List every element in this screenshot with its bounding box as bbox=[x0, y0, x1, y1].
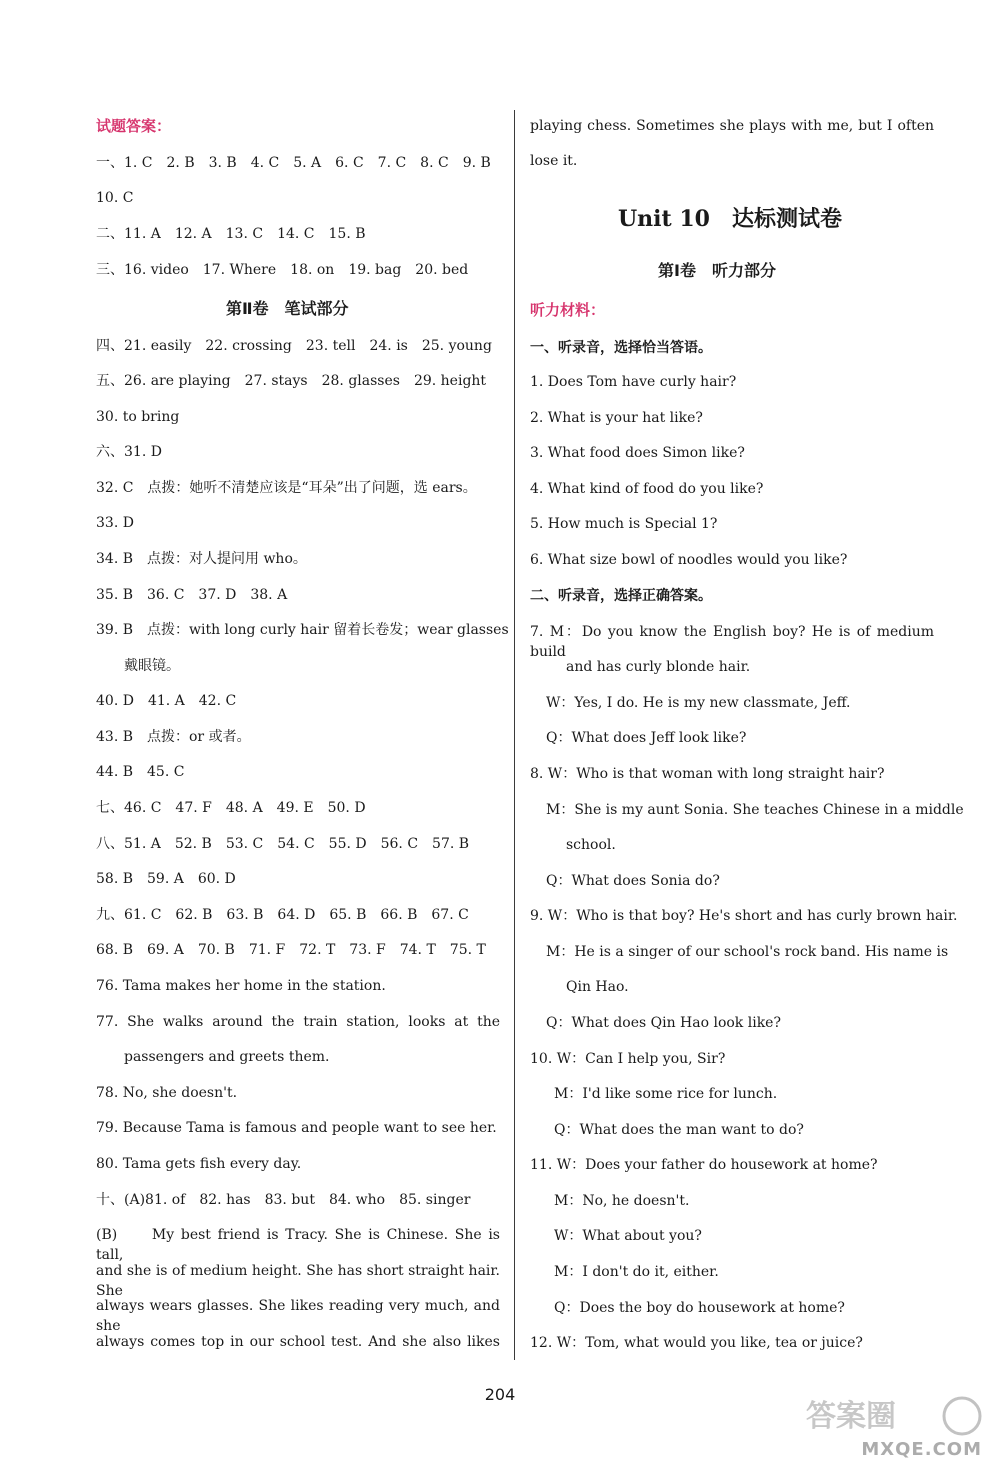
answer-line: 78. No, she doesn't. bbox=[96, 1085, 238, 1101]
listening-heading: 听力材料： bbox=[530, 301, 606, 319]
watermark-logo-text: 答案圈 bbox=[806, 1399, 896, 1434]
answer-line: 一、1. C 2. B 3. B 4. C 5. A 6. C 7. C 8. C 9. B bbox=[96, 155, 491, 171]
question-group-heading: 一、听录音，选择恰当答语。 bbox=[530, 340, 712, 356]
answer-line: 八、51. A 52. B 53. C 54. C 55. D 56. C 57. B bbox=[96, 836, 470, 852]
question-line: 1. Does Tom have curly hair? bbox=[530, 374, 737, 390]
dialogue-line: school. bbox=[566, 837, 616, 853]
column-divider bbox=[514, 110, 515, 1360]
dialogue-line: Q：What does the man want to do? bbox=[554, 1122, 804, 1138]
answer-line: 10. C bbox=[96, 190, 134, 206]
section-title-part1: 第Ⅰ卷 听力部分 bbox=[658, 261, 776, 280]
answer-line: 五、26. are playing 27. stays 28. glasses 29. height bbox=[96, 373, 487, 389]
answer-line: 七、46. C 47. F 48. A 49. E 50. D bbox=[96, 800, 366, 816]
answer-line: 六、31. D bbox=[96, 444, 162, 460]
dialogue-line: Q：What does Qin Hao look like? bbox=[546, 1015, 781, 1031]
dialogue-line: M：I'd like some rice for lunch. bbox=[554, 1086, 778, 1102]
question-line: 3. What food does Simon like? bbox=[530, 445, 745, 461]
dialogue-line: W：Yes, I do. He is my new classmate, Jeff. bbox=[546, 695, 851, 711]
answer-line: 十、(A)81. of 82. has 83. but 84. who 85. singer bbox=[96, 1192, 471, 1208]
question-line: 5. How much is Special 1? bbox=[530, 516, 718, 532]
section-title-part2: 第Ⅱ卷 笔试部分 bbox=[226, 299, 349, 318]
dialogue-line: 11. W：Does your father do housework at home? bbox=[530, 1157, 878, 1173]
essay-line: always comes top in our school test. And she also likes bbox=[96, 1334, 500, 1350]
essay-line: (B) My best friend is Tracy. She is Chinese. She is tall, bbox=[96, 1227, 500, 1263]
answer-line: 四、21. easily 22. crossing 23. tell 24. is 25. young bbox=[96, 338, 492, 354]
answer-line: 32. C 点拨：她听不清楚应该是“耳朵”出了问题，选 ears。 bbox=[96, 480, 477, 496]
answer-line: 79. Because Tama is famous and people want to see her. bbox=[96, 1120, 497, 1136]
answer-line: 33. D bbox=[96, 515, 134, 531]
answer-line: 35. B 36. C 37. D 38. A bbox=[96, 587, 288, 603]
answer-line: 戴眼镜。 bbox=[124, 658, 180, 674]
dialogue-line: Q：What does Sonia do? bbox=[546, 873, 720, 889]
dialogue-line: M：I don't do it, either. bbox=[554, 1264, 719, 1280]
dialogue-line: 8. W：Who is that woman with long straight hair? bbox=[530, 766, 885, 782]
dialogue-line: Q：Does the boy do housework at home? bbox=[554, 1300, 845, 1316]
answer-line: 34. B 点拨：对人提问用 who。 bbox=[96, 551, 307, 567]
question-line: 6. What size bowl of noodles would you like? bbox=[530, 552, 848, 568]
dialogue-line: 7. M：Do you know the English boy? He is of medium build bbox=[530, 624, 934, 660]
answers-heading: 试题答案： bbox=[96, 117, 172, 135]
page-number: 204 bbox=[484, 1385, 516, 1404]
answer-line: 40. D 41. A 42. C bbox=[96, 693, 237, 709]
answer-line: 二、11. A 12. A 13. C 14. C 15. B bbox=[96, 226, 366, 242]
answer-line: 58. B 59. A 60. D bbox=[96, 871, 236, 887]
dialogue-line: W：What about you? bbox=[554, 1228, 702, 1244]
dialogue-line: and has curly blonde hair. bbox=[566, 659, 751, 675]
answer-line: 76. Tama makes her home in the station. bbox=[96, 978, 386, 994]
dialogue-line: Qin Hao. bbox=[566, 979, 629, 995]
watermark-url: MXQE.COM bbox=[861, 1439, 982, 1460]
answer-line: 39. B 点拨：with long curly hair 留着长卷发；wear glasses bbox=[96, 622, 509, 638]
question-group-heading: 二、听录音，选择正确答案。 bbox=[530, 588, 712, 604]
dialogue-line: 10. W：Can I help you, Sir? bbox=[530, 1051, 726, 1067]
answer-line: 77. She walks around the train station, looks at the bbox=[96, 1014, 500, 1030]
dialogue-line: M：No, he doesn't. bbox=[554, 1193, 690, 1209]
answer-line: 九、61. C 62. B 63. B 64. D 65. B 66. B 67. C bbox=[96, 907, 469, 923]
answer-line: 80. Tama gets fish every day. bbox=[96, 1156, 302, 1172]
unit-title: Unit 10 达标测试卷 bbox=[618, 206, 842, 232]
dialogue-line: 9. W：Who is that boy? He's short and has curly brown hair. bbox=[530, 908, 958, 924]
dialogue-line: 12. W：Tom, what would you like, tea or juice? bbox=[530, 1335, 863, 1351]
essay-line: lose it. bbox=[530, 153, 578, 169]
answer-line: 30. to bring bbox=[96, 409, 180, 425]
essay-line: playing chess. Sometimes she plays with me, but I often bbox=[530, 118, 934, 134]
question-line: 4. What kind of food do you like? bbox=[530, 481, 764, 497]
dialogue-line: M：He is a singer of our school's rock band. His name is bbox=[546, 944, 949, 960]
essay-line: and she is of medium height. She has short straight hair. She bbox=[96, 1263, 500, 1299]
question-line: 2. What is your hat like? bbox=[530, 410, 703, 426]
answer-line: 三、16. video 17. Where 18. on 19. bag 20. bed bbox=[96, 262, 469, 278]
answer-line: passengers and greets them. bbox=[124, 1049, 330, 1065]
essay-line: always wears glasses. She likes reading very much, and she bbox=[96, 1298, 500, 1334]
answer-line: 43. B 点拨：or 或者。 bbox=[96, 729, 251, 745]
dialogue-line: M：She is my aunt Sonia. She teaches Chinese in a middle bbox=[546, 802, 964, 818]
answer-line: 44. B 45. C bbox=[96, 764, 185, 780]
dialogue-line: Q：What does Jeff look like? bbox=[546, 730, 747, 746]
answer-line: 68. B 69. A 70. B 71. F 72. T 73. F 74. T 75. T bbox=[96, 942, 486, 958]
